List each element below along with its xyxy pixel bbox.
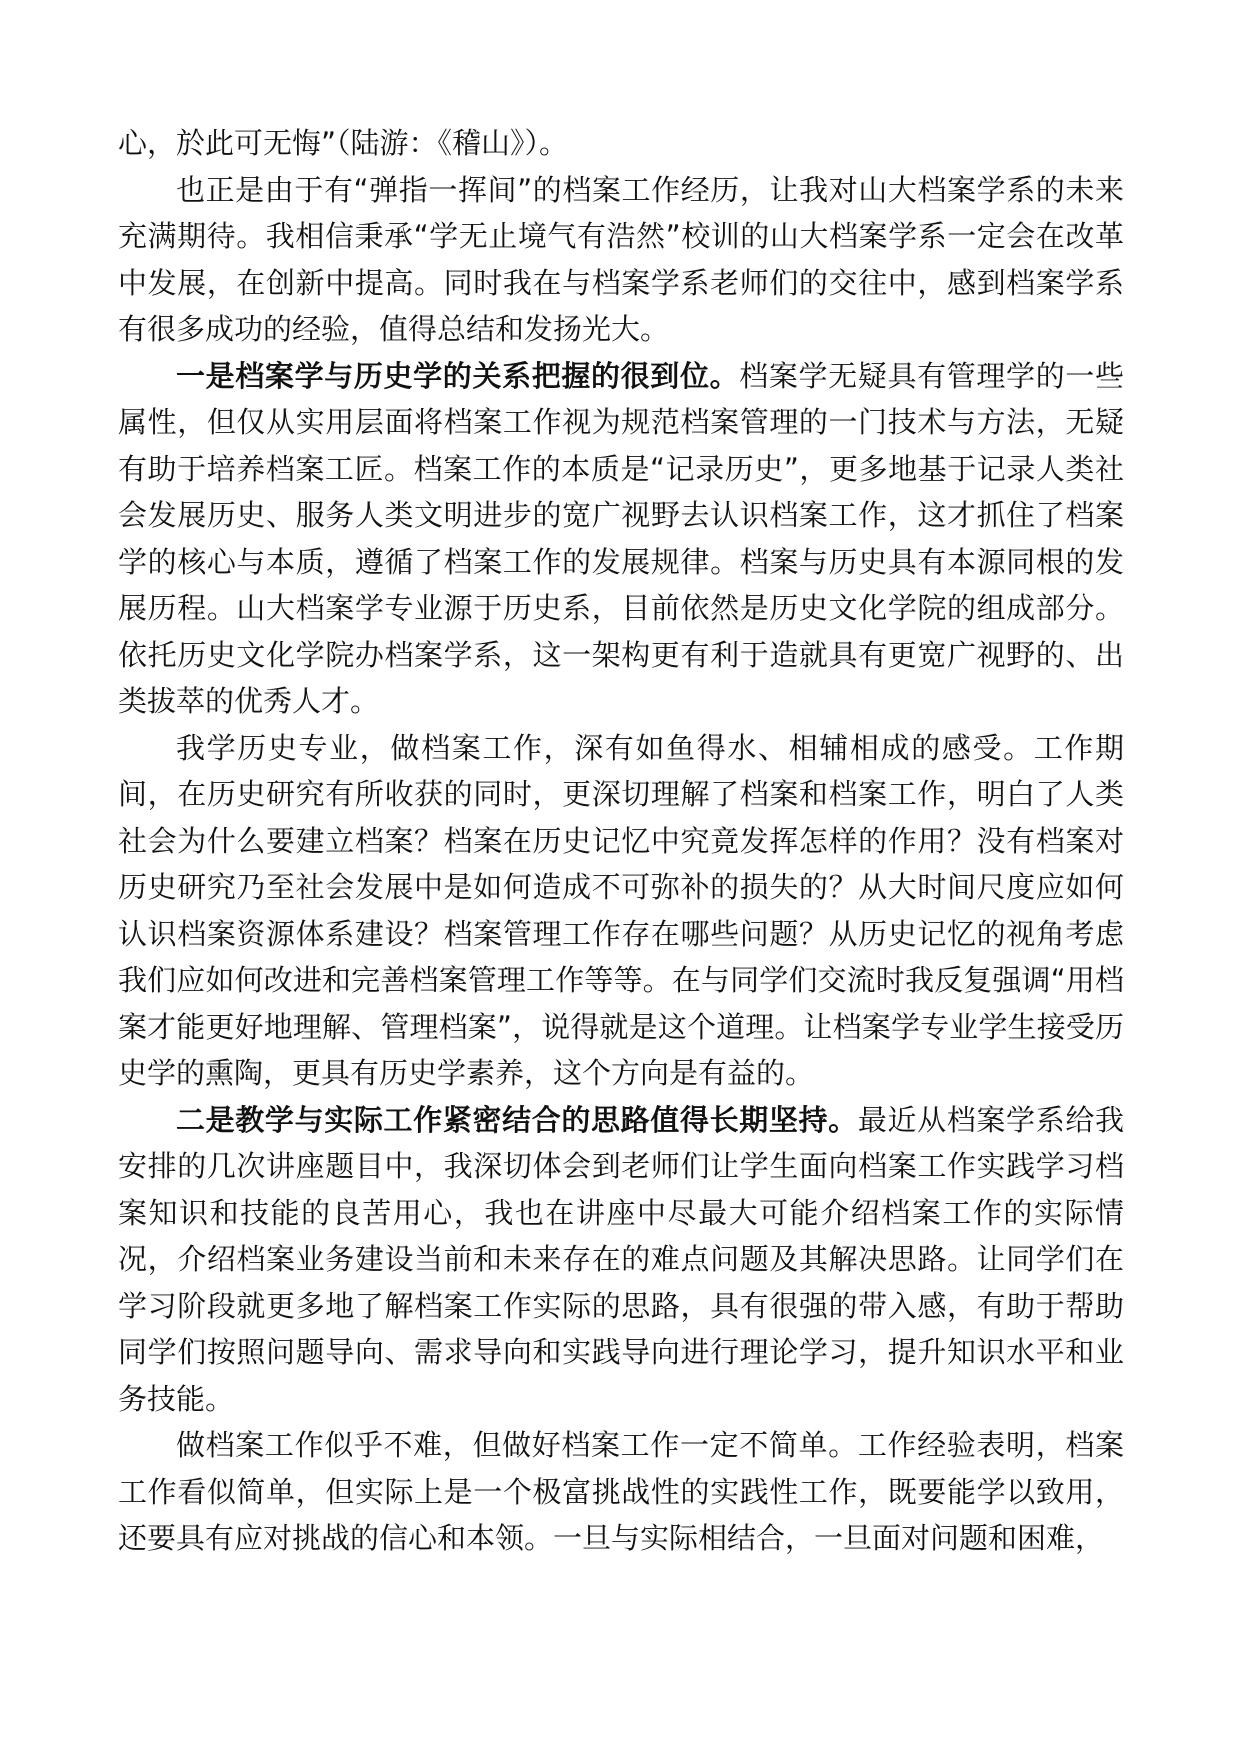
paragraph-text: 做档案工作似乎不难，但做好档案工作一定不简单。工作经验表明，档案工作看似简单，但实际上是一个极富挑战性的实践性工作，既要能学以致用，还要具有应对挑战的信心和本领。一旦与实际相结合，一旦面对问题和困难， (118, 1428, 1124, 1555)
paragraph-text: 也正是由于有“弹指一挥间”的档案工作经历，让我对山大档案学系的未来充满期待。我相信秉承“学无止境气有浩然”校训的山大档案学系一定会在改革中发展，在创新中提高。同时我在与档案学系老师们的交往中，感到档案学系有很多成功的经验，值得总结和发扬光大。 (118, 172, 1124, 346)
paragraph-heading-bold: 二是教学与实际工作紧密结合的思路值得长期坚持。 (176, 1102, 858, 1137)
paragraph-practice (118, 1422, 1124, 1562)
paragraph-point-one (118, 353, 1124, 725)
paragraph-continuation (118, 120, 1124, 167)
document-page (118, 120, 1124, 1562)
paragraph-text: 心，於此可无悔”（陆游：《稽山》）。 (118, 126, 569, 160)
paragraph-text: 我学历史专业，做档案工作，深有如鱼得水、相辅相成的感受。工作期间，在历史研究有所收获的同时，更深切理解了档案和档案工作，明白了人类社会为什么要建立档案？档案在历史记忆中究竟发挥怎样的作用？没有档案对历史研究乃至社会发展中是如何造成不可弥补的损失的？从大时间尺度应如何认识档案资源体系建设？档案管理工作存在哪些问题？从历史记忆的视角考虑我们应如何改进和完善档案管理工作等等。在与同学们交流时我反复强调“用档案才能更好地理解、管理档案”，说得就是这个道理。让档案学专业学生接受历史学的熏陶，更具有历史学素养，这个方向是有益的。 (118, 730, 1124, 1090)
paragraph-text: 档案学无疑具有管理学的一些属性，但仅从实用层面将档案工作视为规范档案管理的一门技术与方法，无疑有助于培养档案工匠。档案工作的本质是“记录历史”，更多地基于记录人类社会发展历史、服务人类文明进步的宽广视野去认识档案工作，这才抓住了档案学的核心与本质，遵循了档案工作的发展规律。档案与历史具有本源同根的发展历程。山大档案学专业源于历史系，目前依然是历史文化学院的组成部分。依托历史文化学院办档案学系，这一架构更有利于造就具有更宽广视野的、出类拔萃的优秀人才。 (118, 358, 1124, 718)
paragraph-heading-bold: 一是档案学与历史学的关系把握的很到位。 (176, 358, 740, 393)
paragraph-text: 最近从档案学系给我安排的几次讲座题目中，我深切体会到老师们让学生面向档案工作实践学习档案知识和技能的良苦用心，我也在讲座中尽最大可能介绍档案工作的实际情况，介绍档案业务建设当前和未来存在的难点问题及其解决思路。让同学们在学习阶段就更多地了解档案工作实际的思路，具有很强的带入感，有助于帮助同学们按照问题导向、需求导向和实践导向进行理论学习，提升知识水平和业务技能。 (118, 1102, 1124, 1416)
paragraph-expectation (118, 167, 1124, 353)
paragraph-point-two (118, 1097, 1124, 1423)
paragraph-history-experience (118, 725, 1124, 1097)
